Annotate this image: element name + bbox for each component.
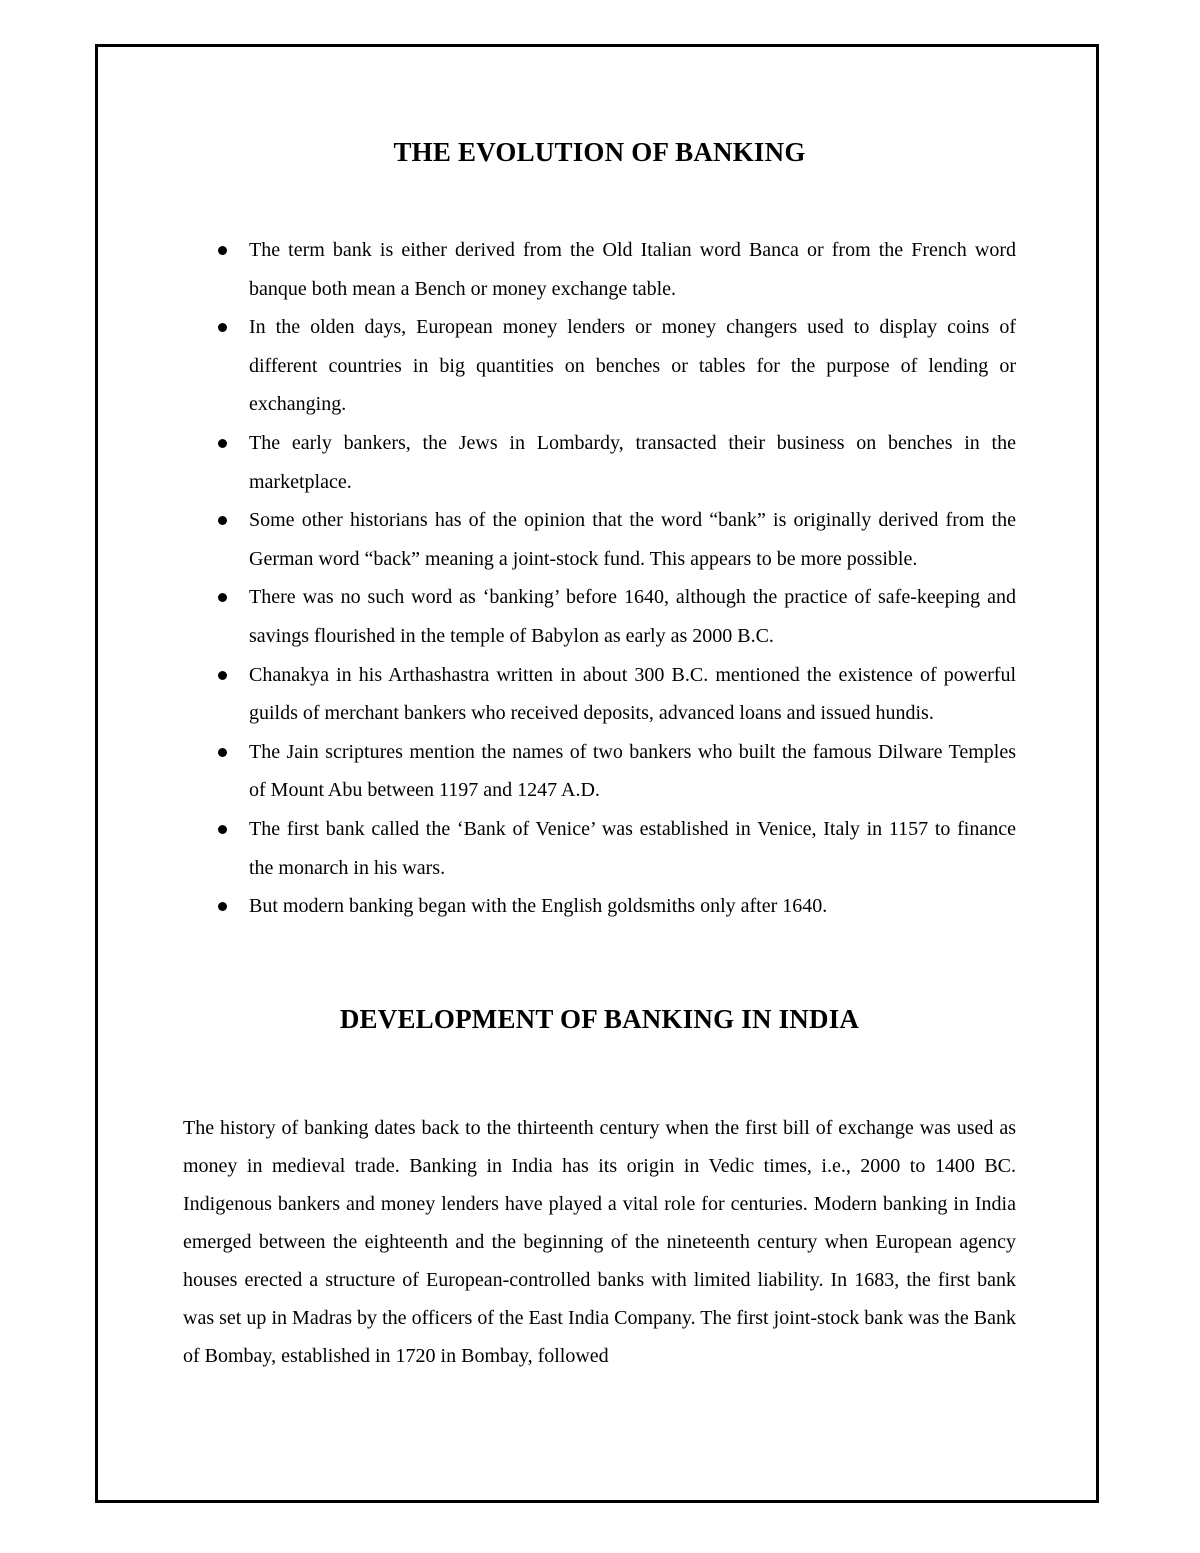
- bullet-icon: [218, 246, 227, 255]
- list-item: [183, 887, 1016, 926]
- list-item-text: The Jain scriptures mention the names of two bankers who built the famous Dilware Temples of Mount Abu between 1197 and 1247 A.D.: [249, 740, 1016, 802]
- list-item: [183, 501, 1016, 578]
- list-item-text: The first bank called the ‘Bank of Venice’ was established in Venice, Italy in 1157 to finance the monarch in his wars.: [249, 817, 1016, 879]
- list-item: [183, 733, 1016, 810]
- document-content: [183, 134, 1016, 1375]
- list-item-text: Chanakya in his Arthashastra written in about 300 B.C. mentioned the existence of powerful guilds of merchant bankers who received deposits, advanced loans and issued hundis.: [249, 663, 1016, 725]
- evolution-bullet-list: [183, 231, 1016, 926]
- list-item-text: Some other historians has of the opinion that the word “bank” is originally derived from the German word “back” meaning a joint-stock fund. This appears to be more possible.: [249, 509, 1016, 570]
- bullet-icon: [218, 748, 227, 757]
- list-item-text: In the olden days, European money lenders or money changers used to display coins of different countries in big quantities on benches or tables for the purpose of lending or exchanging.: [249, 316, 1016, 416]
- section-title-evolution: THE EVOLUTION OF BANKING: [393, 137, 806, 167]
- list-item: [183, 231, 1016, 308]
- list-item-text: The term bank is either derived from the Old Italian word Banca or from the French word banque both mean a Bench or money exchange table.: [249, 239, 1016, 300]
- bullet-icon: [218, 902, 227, 911]
- bullet-icon: [218, 593, 227, 602]
- list-item-text: The early bankers, the Jews in Lombardy, transacted their business on benches in the marketplace.: [249, 431, 1016, 493]
- list-item: [183, 656, 1016, 733]
- india-history-paragraph: The history of banking dates back to the thirteenth century when the first bill of exchange was used as money in medieval trade. Banking in India has its origin in Vedic times, i.e., 2000 to 1400 BC. Indigenous bankers and money lenders have played a vital role for centuries. Modern banking in India emerged between the eighteenth and the beginning of the nineteenth century when European agency houses erected a structure of European-controlled banks with limited liability. In 1683, the first bank was set up in Madras by the officers of the East India Company. The first joint-stock bank was the Bank of Bombay, established in 1720 in Bombay, followed: [183, 1116, 1016, 1367]
- bullet-icon: [218, 439, 227, 448]
- list-item: [183, 578, 1016, 655]
- list-item: [183, 308, 1016, 424]
- bullet-icon: [218, 516, 227, 525]
- bullet-icon: [218, 825, 227, 834]
- list-item-text: There was no such word as ‘banking’ before 1640, although the practice of safe-keeping and savings flourished in the temple of Babylon as early as 2000 B.C.: [249, 586, 1016, 647]
- bullet-icon: [218, 671, 227, 680]
- bullet-icon: [218, 323, 227, 332]
- list-item-text: But modern banking began with the English goldsmiths only after 1640.: [249, 895, 828, 918]
- list-item: [183, 810, 1016, 887]
- section-title-india: DEVELOPMENT OF BANKING IN INDIA: [339, 1003, 860, 1034]
- list-item: [183, 424, 1016, 501]
